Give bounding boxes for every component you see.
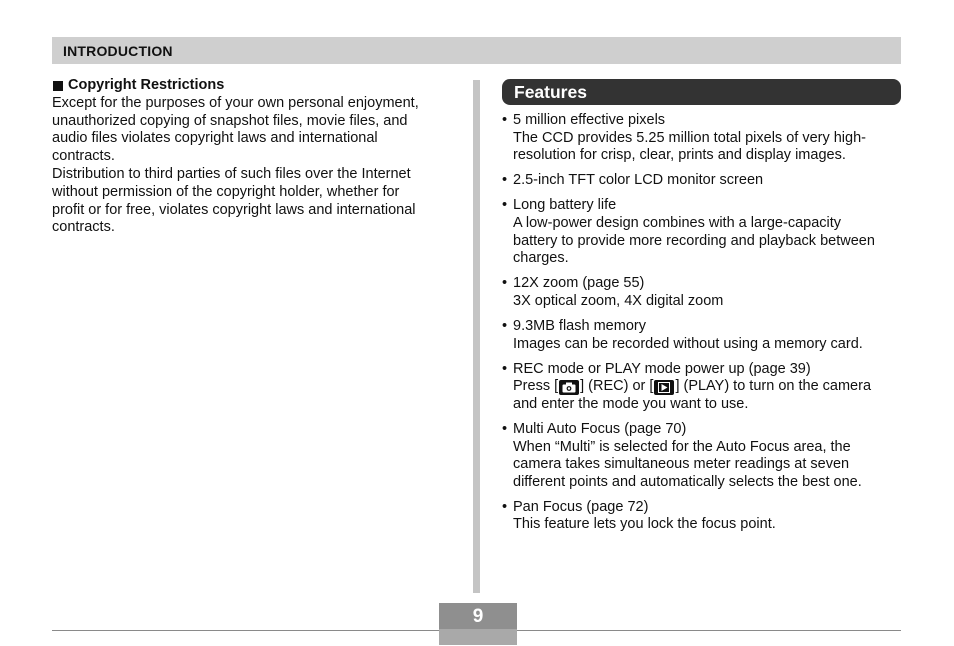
bullet: • (502, 498, 508, 515)
feature-title: 12X zoom (page 55) (513, 275, 645, 292)
square-bullet-icon (53, 81, 63, 91)
section-header-bar (52, 37, 901, 64)
text-line: contracts. (52, 148, 115, 165)
feature-desc: A low-power design combines with a large-capacity (513, 214, 842, 231)
feature-desc: and enter the mode you want to use. (513, 395, 749, 412)
feature-desc: 3X optical zoom, 4X digital zoom (513, 292, 724, 309)
play-text: ] (PLAY) to turn on the camera (675, 378, 872, 395)
feature-desc: battery to provide more recording and playback between (513, 232, 875, 249)
features-title: Features (514, 82, 587, 102)
text-line: unauthorized copying of snapshot files, movie files, and (52, 112, 408, 129)
feature-title: 9.3MB flash memory (513, 317, 646, 334)
bullet: • (502, 172, 508, 189)
feature-desc: resolution for crisp, clear, prints and display images. (513, 147, 846, 164)
feature-title: REC mode or PLAY mode power up (page 39) (513, 360, 811, 377)
feature-desc: When “Multi” is selected for the Auto Focus area, the (513, 438, 851, 455)
bullet: • (502, 112, 508, 128)
text-line: Except for the purposes of your own personal enjoyment, (52, 94, 419, 111)
feature-desc: different points and automatically selects the best one. (513, 473, 862, 490)
feature-desc: Images can be recorded without using a memory card. (513, 335, 863, 352)
bullet: • (502, 275, 508, 292)
copyright-paragraph-2 (52, 166, 452, 237)
features-heading-bar (502, 79, 901, 105)
copyright-section (52, 77, 452, 237)
features-list (502, 112, 902, 541)
copyright-heading (52, 77, 452, 95)
text-line: profit or for free, violates copyright laws and international (52, 201, 416, 218)
play-icon (654, 380, 674, 395)
copyright-paragraph-1 (52, 95, 452, 166)
camera-icon (559, 380, 579, 395)
list-item (502, 318, 902, 353)
feature-title: 2.5-inch TFT color LCD monitor screen (513, 172, 764, 189)
copyright-heading-text: Copyright Restrictions (68, 77, 225, 93)
page-number-tab (439, 603, 517, 645)
text-line: contracts. (52, 219, 115, 236)
feature-title: Pan Focus (page 72) (513, 498, 649, 515)
list-item (502, 361, 902, 414)
list-item (502, 112, 902, 165)
list-item (502, 421, 902, 491)
page-number: 9 (472, 606, 484, 627)
text-line: Distribution to third parties of such files over the Internet (52, 165, 411, 182)
bullet: • (502, 317, 508, 334)
feature-desc (513, 378, 902, 396)
bullet: • (502, 360, 508, 377)
text-line: audio files violates copyright laws and international (52, 130, 378, 147)
feature-desc: camera takes simultaneous meter readings at seven (513, 456, 850, 473)
list-item (502, 499, 902, 534)
list-item (502, 275, 902, 310)
feature-desc: The CCD provides 5.25 million total pixels of very high- (513, 129, 866, 146)
feature-title: Multi Auto Focus (page 70) (513, 420, 687, 437)
bullet: • (502, 420, 508, 437)
list-item (502, 197, 902, 267)
rec-text: ] (REC) or [ (580, 378, 654, 395)
feature-desc: charges. (513, 250, 569, 267)
text-line: without permission of the copyright holder, whether for (52, 183, 400, 200)
bullet: • (502, 197, 508, 214)
list-item (502, 172, 902, 190)
press-text: Press [ (513, 378, 559, 395)
feature-title: Long battery life (513, 197, 617, 214)
feature-desc: This feature lets you lock the focus point. (513, 516, 776, 533)
column-divider (473, 80, 480, 593)
feature-title: 5 million effective pixels (513, 112, 666, 128)
section-title: INTRODUCTION (63, 43, 173, 59)
